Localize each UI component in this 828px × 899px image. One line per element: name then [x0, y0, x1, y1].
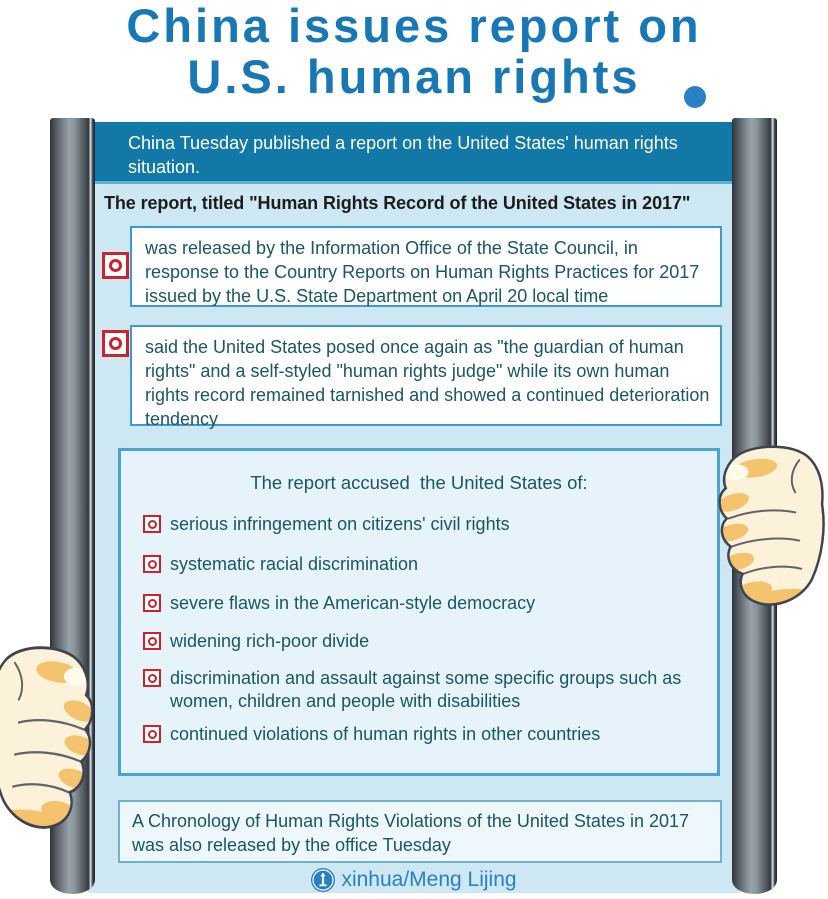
point-box-guardian: said the United States posed once again as "the guardian of human rights" and a self-styled "human rights judge" while its own human rights record remained tarnished and showed a continued deterioration tendency — [130, 325, 722, 426]
list-item-text: continued violations of human rights in other countries — [170, 724, 601, 744]
list-item — [143, 667, 699, 713]
list-item-text: systematic racial discrimination — [170, 554, 419, 574]
list-item — [143, 592, 699, 615]
list-item — [143, 630, 699, 653]
accusations-heading: The report accused the United States of: — [250, 472, 588, 493]
point-box-release: was released by the Information Office of the State Council, in response to the Country Reports on Human Rights Practices for 2017 issued by the U.S. State Department on April 20 local time — [130, 226, 722, 307]
decorative-dot — [684, 86, 706, 108]
red-target-bullet-icon — [143, 669, 161, 687]
list-item-text: serious infringement on citizens' civil rights — [170, 514, 510, 534]
list-item — [143, 723, 699, 746]
page-title-line2: U.S. human rights — [187, 50, 641, 103]
hand-gripping-bar-left — [0, 640, 115, 837]
credit-text: xinhua/Meng Lijing — [341, 868, 517, 891]
hand-gripping-bar-right — [696, 440, 827, 613]
list-item — [143, 553, 699, 576]
red-target-bullet-icon — [102, 330, 129, 357]
red-target-bullet-icon — [102, 252, 129, 279]
xinhua-logo-icon — [311, 868, 335, 892]
chronology-box: A Chronology of Human Rights Violations of the United States in 2017 was also released by the office Tuesday — [118, 800, 722, 863]
accusations-panel — [118, 448, 720, 776]
list-item-text: discrimination and assault against some specific groups such as women, children and people with disabilities — [170, 668, 682, 711]
report-title-line: The report, titled "Human Rights Record of the United States in 2017" — [104, 193, 691, 213]
intro-banner: China Tuesday published a report on the United States' human rights situation. — [88, 122, 740, 184]
red-target-bullet-icon — [143, 555, 161, 573]
page-title-line1: China issues report on — [126, 0, 702, 52]
red-target-bullet-icon — [143, 594, 161, 612]
credit-line — [0, 868, 828, 897]
list-item-text: widening rich-poor divide — [170, 631, 370, 651]
page-title — [0, 0, 828, 102]
red-target-bullet-icon — [143, 725, 161, 743]
red-target-bullet-icon — [143, 515, 161, 533]
list-item-text: severe flaws in the American-style democracy — [170, 593, 536, 613]
list-item — [143, 513, 699, 536]
red-target-bullet-icon — [143, 632, 161, 650]
